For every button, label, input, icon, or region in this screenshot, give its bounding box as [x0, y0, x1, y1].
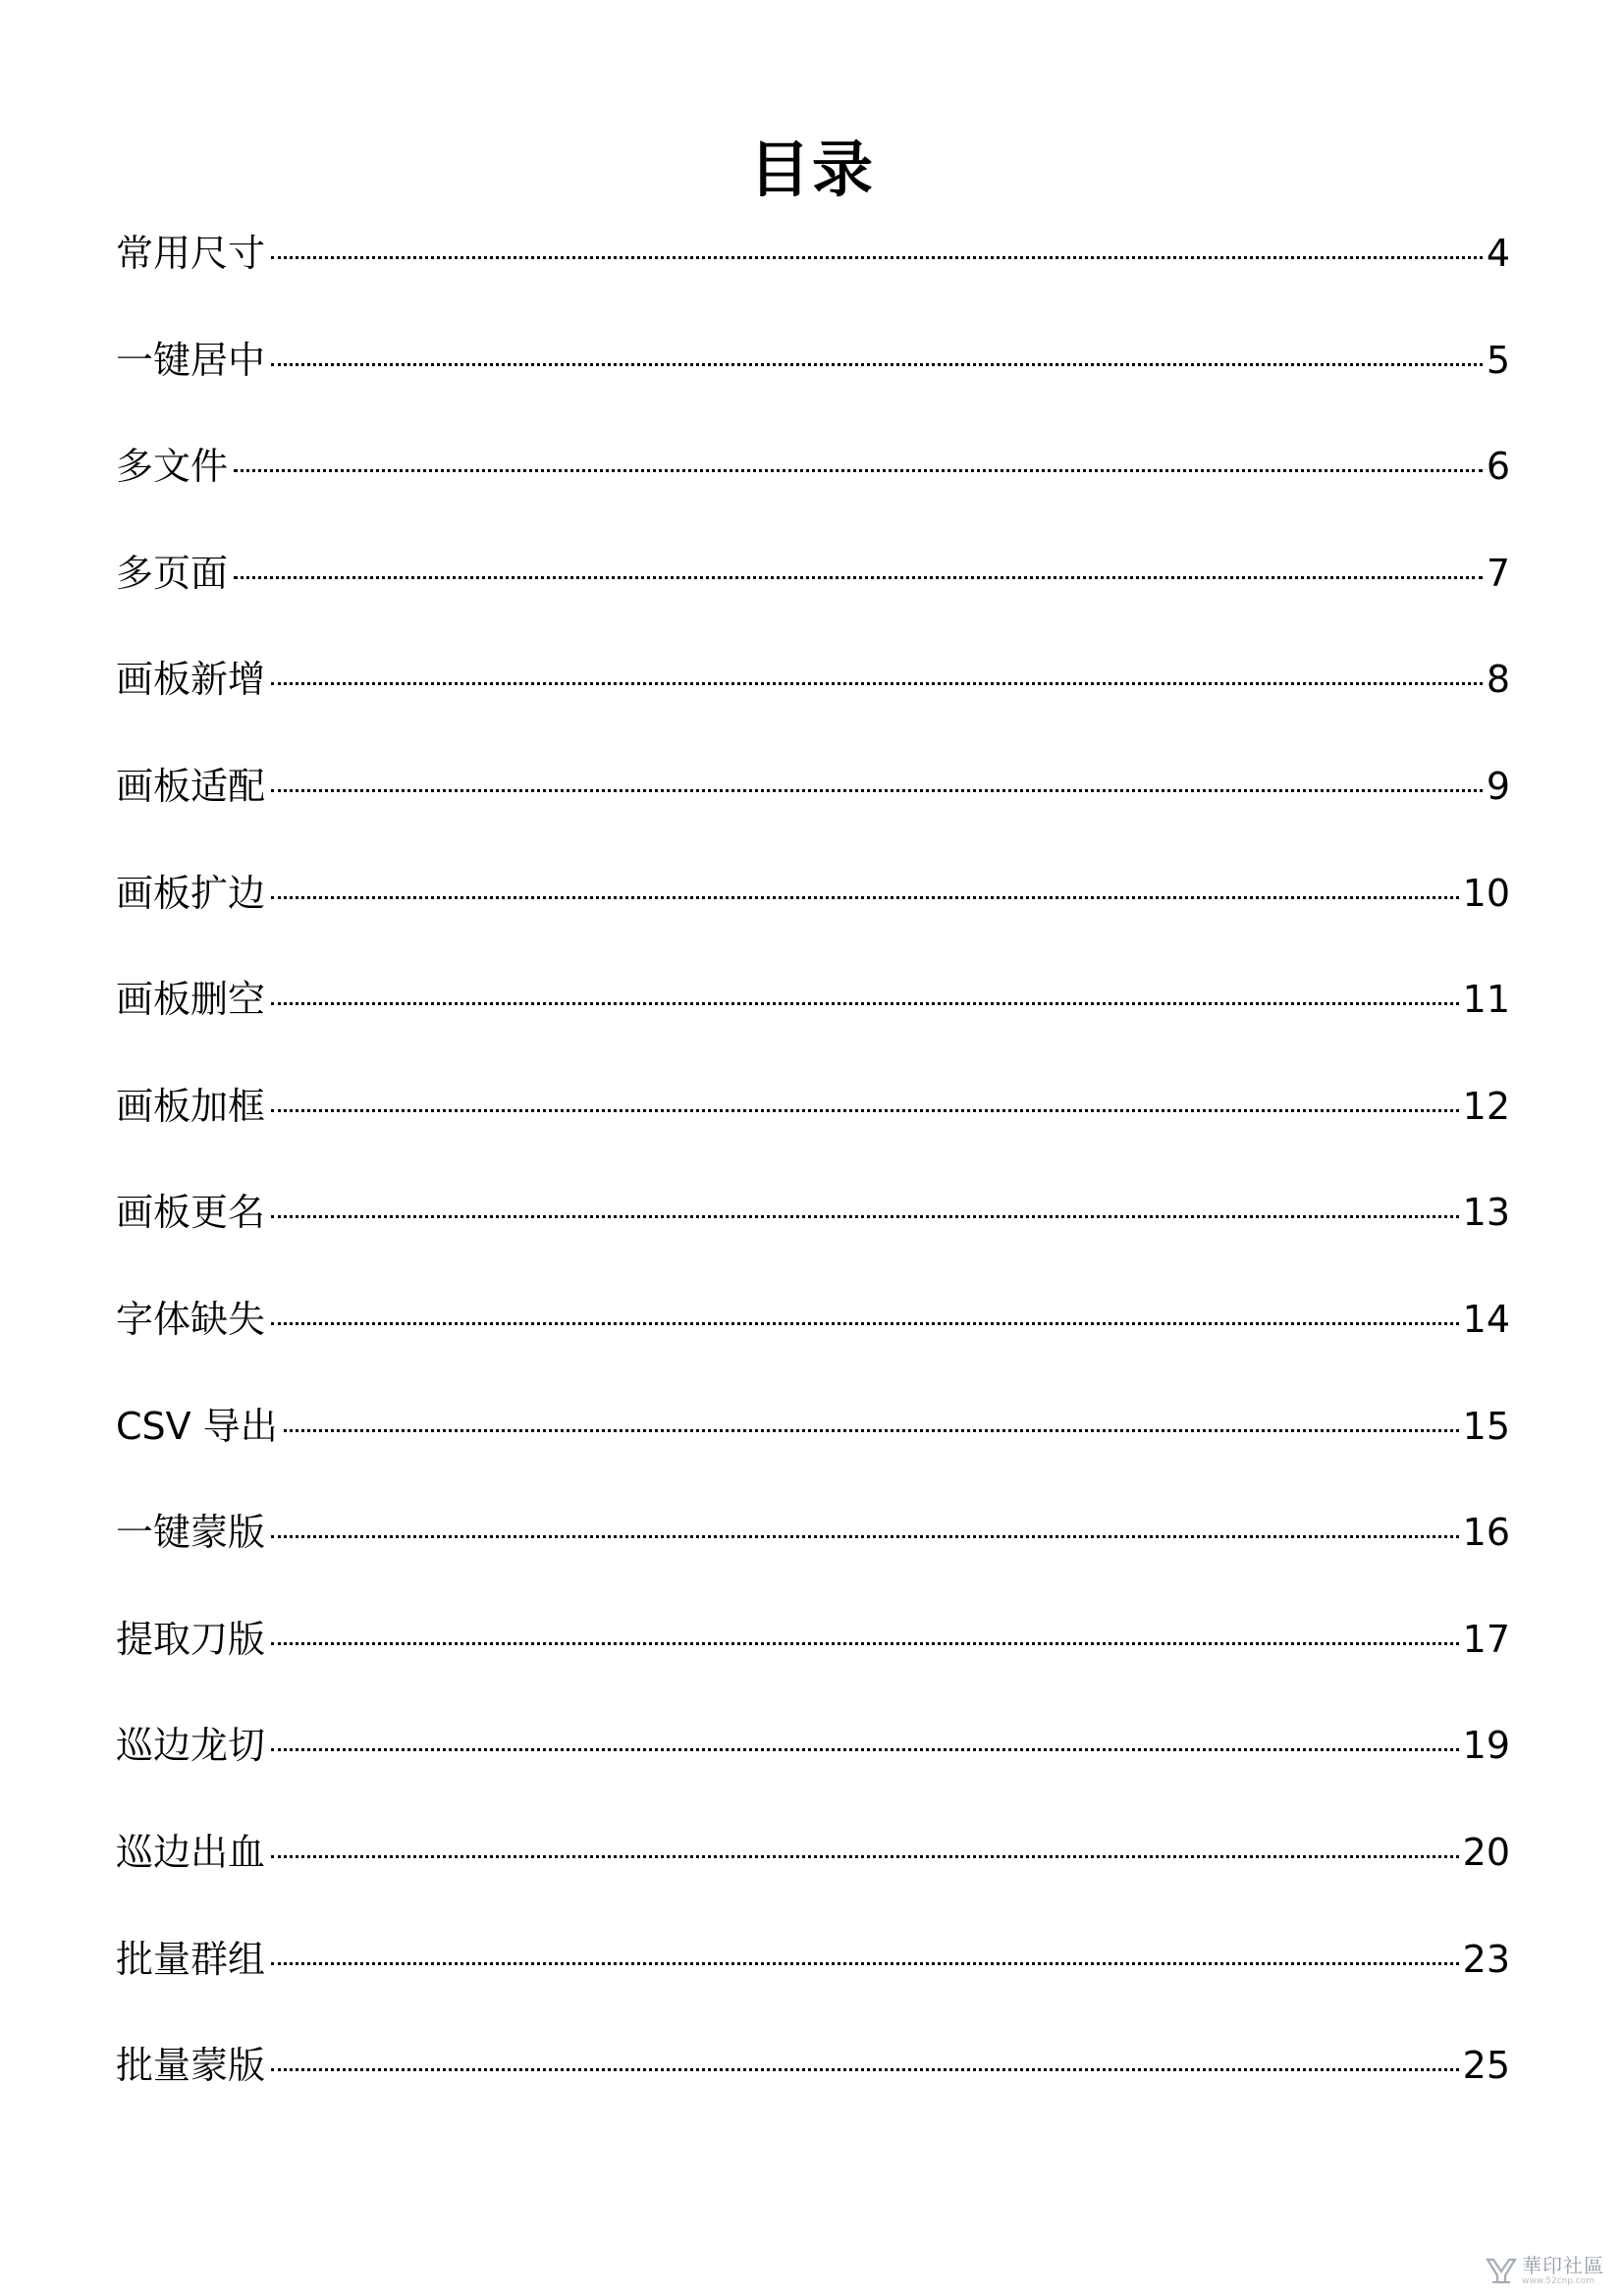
toc-entry-label: 巡边出血 — [116, 1830, 266, 1874]
toc-dot-leader — [271, 682, 1483, 685]
toc-entry-page: 4 — [1486, 232, 1510, 275]
toc-entry-label: 常用尺寸 — [116, 232, 266, 275]
toc-entry[interactable] — [116, 755, 1510, 862]
toc-dot-leader — [234, 576, 1483, 579]
toc-entry[interactable] — [116, 862, 1510, 969]
toc-entry-label: 批量群组 — [116, 1937, 266, 1981]
toc-entry-page: 6 — [1486, 445, 1510, 489]
toc-entry[interactable] — [116, 1928, 1510, 2035]
toc-entry-label: 多页面 — [116, 551, 229, 595]
toc-entry-page: 14 — [1462, 1297, 1510, 1341]
table-of-contents — [116, 222, 1510, 2141]
toc-entry-page: 7 — [1486, 551, 1510, 595]
toc-entry[interactable] — [116, 222, 1510, 329]
toc-entry-label: 画板删空 — [116, 978, 266, 1022]
toc-entry-page: 11 — [1462, 978, 1510, 1022]
toc-entry[interactable] — [116, 329, 1510, 436]
toc-entry-label: 一键蒙版 — [116, 1511, 266, 1555]
toc-dot-leader — [271, 1642, 1459, 1645]
watermark — [1485, 2249, 1612, 2292]
toc-entry-label: 一键居中 — [116, 338, 266, 382]
toc-dot-leader — [271, 1748, 1459, 1751]
toc-entry-label: 画板新增 — [116, 658, 266, 702]
toc-dot-leader — [271, 256, 1483, 259]
toc-entry[interactable] — [116, 1075, 1510, 1182]
toc-entry-label: 画板扩边 — [116, 871, 266, 915]
toc-entry[interactable] — [116, 1395, 1510, 1502]
toc-entry[interactable] — [116, 2034, 1510, 2141]
toc-entry[interactable] — [116, 1821, 1510, 1928]
toc-dot-leader — [271, 363, 1483, 366]
toc-entry-page: 13 — [1462, 1191, 1510, 1235]
toc-entry-label: 巡边龙切 — [116, 1724, 266, 1768]
toc-dot-leader — [271, 1215, 1459, 1218]
toc-entry-label: CSV 导出 — [116, 1404, 278, 1448]
toc-entry[interactable] — [116, 1608, 1510, 1715]
toc-entry-page: 15 — [1462, 1404, 1510, 1448]
toc-dot-leader — [271, 1962, 1459, 1965]
toc-entry[interactable] — [116, 1714, 1510, 1821]
toc-entry-page: 16 — [1462, 1511, 1510, 1555]
toc-dot-leader — [271, 1002, 1459, 1005]
page-title: 目录 — [748, 133, 875, 205]
watermark-text: 華印社區 — [1522, 2253, 1604, 2277]
toc-entry-label: 提取刀版 — [116, 1617, 266, 1661]
toc-entry-label: 画板更名 — [116, 1191, 266, 1235]
toc-entry-page: 23 — [1462, 1937, 1510, 1981]
toc-entry-label: 批量蒙版 — [116, 2044, 266, 2088]
toc-entry-label: 字体缺失 — [116, 1297, 266, 1341]
toc-dot-leader — [284, 1429, 1459, 1432]
toc-entry[interactable] — [116, 648, 1510, 755]
toc-entry-page: 9 — [1486, 764, 1510, 808]
toc-entry[interactable] — [116, 542, 1510, 649]
toc-dot-leader — [271, 1535, 1459, 1538]
toc-entry-page: 20 — [1462, 1830, 1510, 1874]
toc-entry-page: 12 — [1462, 1084, 1510, 1128]
toc-dot-leader — [271, 1322, 1459, 1325]
watermark-url: www.52cnp.com — [1522, 2275, 1596, 2286]
toc-entry-page: 17 — [1462, 1617, 1510, 1661]
toc-entry-page: 10 — [1462, 871, 1510, 915]
toc-dot-leader — [271, 789, 1483, 792]
toc-dot-leader — [271, 2068, 1459, 2071]
toc-dot-leader — [271, 896, 1459, 899]
toc-entry-page: 19 — [1462, 1724, 1510, 1768]
toc-dot-leader — [271, 1109, 1459, 1112]
toc-entry[interactable] — [116, 435, 1510, 542]
toc-entry[interactable] — [116, 1181, 1510, 1288]
toc-dot-leader — [271, 1855, 1459, 1858]
toc-entry-page: 5 — [1486, 338, 1510, 382]
toc-entry[interactable] — [116, 968, 1510, 1075]
toc-dot-leader — [234, 469, 1483, 472]
toc-entry-page: 25 — [1462, 2044, 1510, 2088]
toc-entry-label: 多文件 — [116, 445, 229, 489]
toc-entry-label: 画板加框 — [116, 1084, 266, 1128]
toc-entry-page: 8 — [1486, 658, 1510, 702]
toc-entry-label: 画板适配 — [116, 764, 266, 808]
toc-entry[interactable] — [116, 1501, 1510, 1608]
watermark-logo-icon — [1485, 2256, 1518, 2285]
toc-entry[interactable] — [116, 1288, 1510, 1395]
